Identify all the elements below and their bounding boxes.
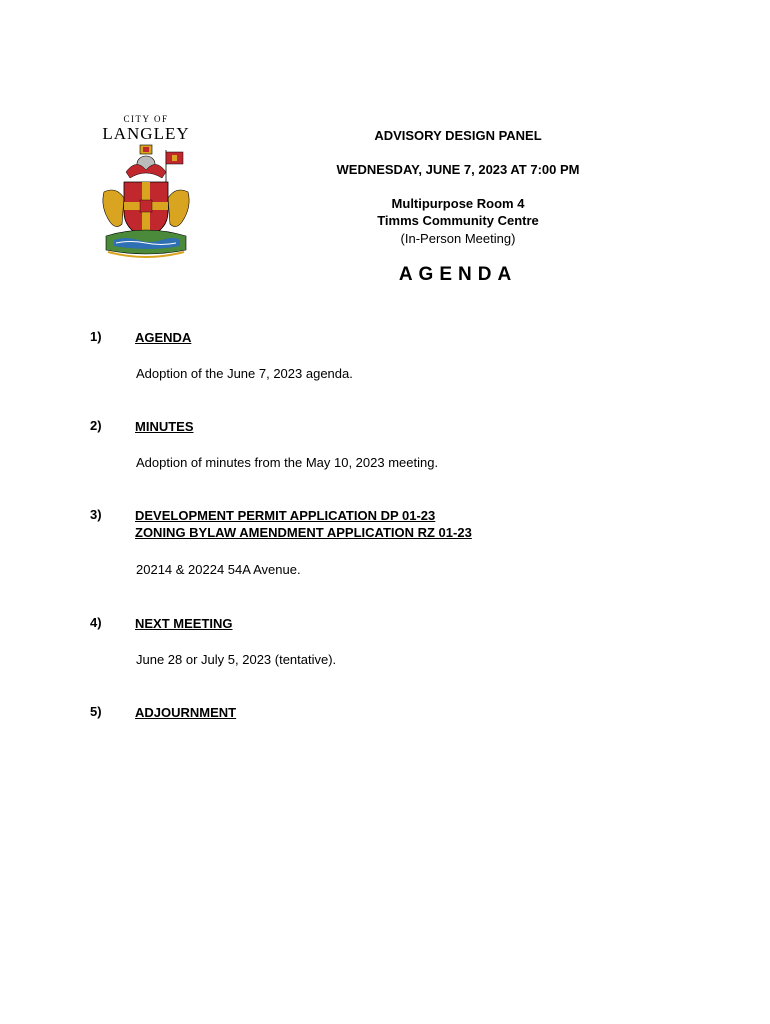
item-heading: MINUTES (135, 419, 194, 434)
item-heading: ADJOURNMENT (135, 705, 237, 720)
item-description: Adoption of the June 7, 2023 agenda. (136, 366, 353, 381)
item-description: 20214 & 20224 54A Avenue. (136, 562, 301, 577)
item-heading: NEXT MEETING (135, 616, 233, 631)
item-number: 5) (90, 704, 102, 719)
logo-langley-text: LANGLEY (102, 124, 190, 143)
item-heading-secondary: ZONING BYLAW AMENDMENT APPLICATION RZ 01-23 (135, 525, 472, 540)
coat-of-arms-icon (96, 112, 196, 262)
item-heading-block (135, 507, 472, 541)
item-heading: AGENDA (135, 330, 192, 345)
item-description: Adoption of minutes from the May 10, 2023 meeting. (136, 455, 439, 470)
item-description: June 28 or July 5, 2023 (tentative). (136, 652, 337, 667)
item-heading: DEVELOPMENT PERMIT APPLICATION DP 01-23 (135, 508, 436, 523)
item-number: 3) (90, 507, 102, 522)
meeting-room: Multipurpose Room 4 (391, 196, 525, 211)
meeting-date: WEDNESDAY, JUNE 7, 2023 AT 7:00 PM (336, 162, 580, 177)
agenda-heading: AGENDA (398, 264, 518, 285)
item-number: 4) (90, 615, 102, 630)
meeting-centre: Timms Community Centre (377, 213, 539, 228)
meeting-type: (In-Person Meeting) (400, 231, 516, 246)
panel-title: ADVISORY DESIGN PANEL (374, 128, 542, 143)
logo-city-of-text: CITY OF (123, 114, 169, 124)
item-number: 1) (90, 329, 102, 344)
item-number: 2) (90, 418, 102, 433)
city-of-langley-coat-of-arms-logo (96, 112, 196, 262)
